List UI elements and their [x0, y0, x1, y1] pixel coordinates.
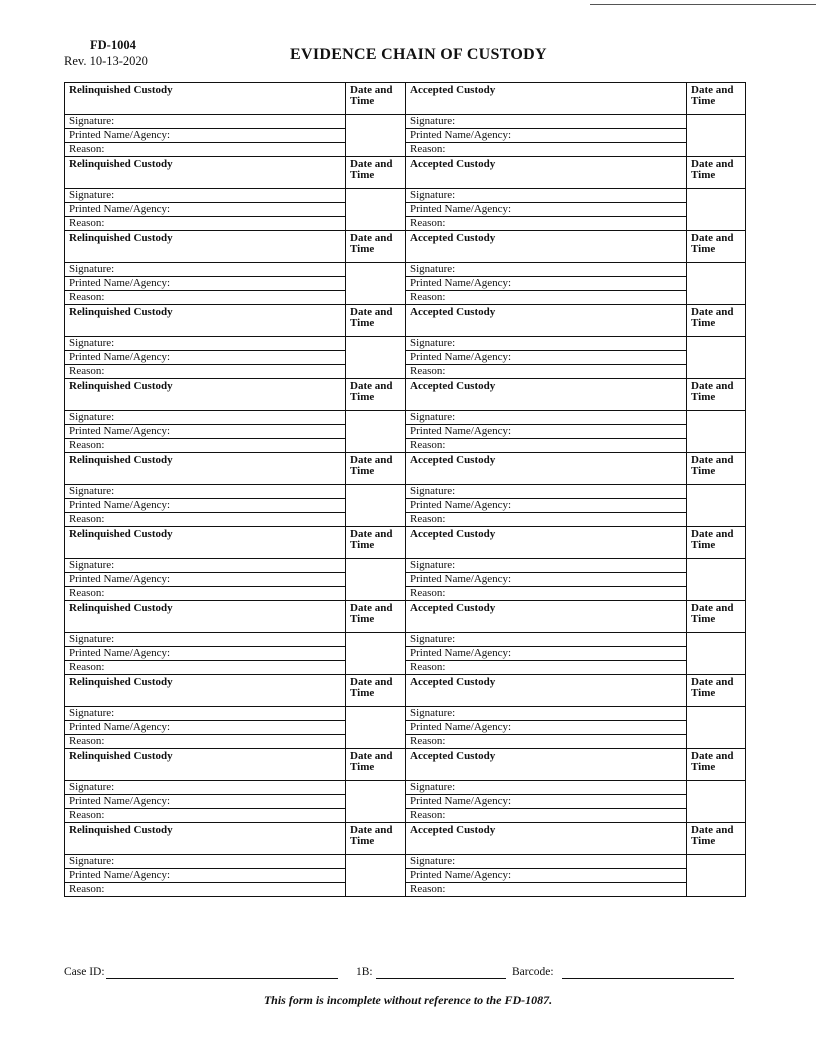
relinquished-custody-heading: Relinquished Custody: [65, 749, 346, 781]
ib-label: 1B:: [356, 966, 373, 978]
accepted-date-time-heading: Date and Time: [687, 823, 746, 855]
accepted-printed-name-agency-field[interactable]: Printed Name/Agency:: [406, 573, 687, 587]
relinquished-signature-field[interactable]: Signature:: [65, 485, 346, 499]
custody-line-row: [65, 365, 746, 379]
custody-line-row: [65, 633, 746, 647]
case-id-field[interactable]: [106, 978, 338, 979]
accepted-date-time-heading: Date and Time: [687, 157, 746, 189]
ib-field[interactable]: [376, 978, 506, 979]
custody-line-row: [65, 203, 746, 217]
custody-line-row: [65, 707, 746, 721]
relinquished-signature-field[interactable]: Signature:: [65, 559, 346, 573]
relinquished-signature-field[interactable]: Signature:: [65, 781, 346, 795]
accepted-date-time-heading: Date and Time: [687, 305, 746, 337]
form-revision: Rev. 10-13-2020: [64, 54, 148, 68]
barcode-label: Barcode:: [512, 966, 554, 978]
accepted-printed-name-agency-field[interactable]: Printed Name/Agency:: [406, 721, 687, 735]
custody-line-row: [65, 855, 746, 869]
accepted-reason-field[interactable]: Reason:: [406, 587, 687, 601]
relinquished-date-time-heading: Date and Time: [346, 231, 406, 263]
custody-line-row: [65, 661, 746, 675]
relinquished-signature-field[interactable]: Signature:: [65, 189, 346, 203]
accepted-date-time-field[interactable]: [687, 559, 746, 601]
relinquished-reason-field[interactable]: Reason:: [65, 439, 346, 453]
relinquished-date-time-heading: Date and Time: [346, 157, 406, 189]
custody-line-row: [65, 143, 746, 157]
custody-line-row: [65, 129, 746, 143]
accepted-date-time-field[interactable]: [687, 855, 746, 897]
form-number: FD-1004: [90, 38, 136, 52]
relinquished-date-time-heading: Date and Time: [346, 83, 406, 115]
relinquished-custody-heading: Relinquished Custody: [65, 453, 346, 485]
accepted-signature-field[interactable]: Signature:: [406, 337, 687, 351]
custody-line-row: [65, 263, 746, 277]
footer-fields: [64, 966, 745, 986]
custody-line-row: [65, 291, 746, 305]
custody-block-header: [65, 157, 746, 189]
relinquished-date-time-field[interactable]: [346, 781, 406, 823]
accepted-custody-heading: Accepted Custody: [406, 453, 687, 485]
custody-line-row: [65, 587, 746, 601]
relinquished-printed-name-agency-field[interactable]: Printed Name/Agency:: [65, 795, 346, 809]
accepted-date-time-heading: Date and Time: [687, 749, 746, 781]
relinquished-custody-heading: Relinquished Custody: [65, 305, 346, 337]
custody-line-row: [65, 439, 746, 453]
accepted-printed-name-agency-field[interactable]: Printed Name/Agency:: [406, 869, 687, 883]
accepted-printed-name-agency-field[interactable]: Printed Name/Agency:: [406, 425, 687, 439]
relinquished-custody-heading: Relinquished Custody: [65, 231, 346, 263]
relinquished-printed-name-agency-field[interactable]: Printed Name/Agency:: [65, 721, 346, 735]
accepted-custody-heading: Accepted Custody: [406, 379, 687, 411]
relinquished-date-time-heading: Date and Time: [346, 601, 406, 633]
top-edge-rule: [590, 4, 816, 5]
relinquished-printed-name-agency-field[interactable]: Printed Name/Agency:: [65, 203, 346, 217]
accepted-date-time-field[interactable]: [687, 411, 746, 453]
accepted-reason-field[interactable]: Reason:: [406, 661, 687, 675]
relinquished-date-time-heading: Date and Time: [346, 823, 406, 855]
accepted-reason-field[interactable]: Reason:: [406, 217, 687, 231]
accepted-signature-field[interactable]: Signature:: [406, 115, 687, 129]
accepted-date-time-field[interactable]: [687, 781, 746, 823]
relinquished-date-time-field[interactable]: [346, 855, 406, 897]
custody-block-header: [65, 305, 746, 337]
custody-line-row: [65, 485, 746, 499]
accepted-custody-heading: Accepted Custody: [406, 83, 687, 115]
relinquished-reason-field[interactable]: Reason:: [65, 661, 346, 675]
relinquished-custody-heading: Relinquished Custody: [65, 527, 346, 559]
relinquished-printed-name-agency-field[interactable]: Printed Name/Agency:: [65, 869, 346, 883]
custody-block-header: [65, 379, 746, 411]
relinquished-reason-field[interactable]: Reason:: [65, 291, 346, 305]
accepted-reason-field[interactable]: Reason:: [406, 365, 687, 379]
accepted-date-time-field[interactable]: [687, 115, 746, 157]
accepted-reason-field[interactable]: Reason:: [406, 291, 687, 305]
relinquished-date-time-field[interactable]: [346, 189, 406, 231]
custody-block-header: [65, 749, 746, 781]
relinquished-custody-heading: Relinquished Custody: [65, 157, 346, 189]
relinquished-printed-name-agency-field[interactable]: Printed Name/Agency:: [65, 351, 346, 365]
relinquished-reason-field[interactable]: Reason:: [65, 735, 346, 749]
accepted-reason-field[interactable]: Reason:: [406, 439, 687, 453]
accepted-custody-heading: Accepted Custody: [406, 823, 687, 855]
accepted-date-time-heading: Date and Time: [687, 527, 746, 559]
accepted-date-time-heading: Date and Time: [687, 379, 746, 411]
accepted-reason-field[interactable]: Reason:: [406, 883, 687, 897]
relinquished-custody-heading: Relinquished Custody: [65, 675, 346, 707]
custody-line-row: [65, 115, 746, 129]
relinquished-signature-field[interactable]: Signature:: [65, 411, 346, 425]
relinquished-date-time-heading: Date and Time: [346, 749, 406, 781]
relinquished-printed-name-agency-field[interactable]: Printed Name/Agency:: [65, 499, 346, 513]
custody-line-row: [65, 809, 746, 823]
accepted-custody-heading: Accepted Custody: [406, 749, 687, 781]
relinquished-reason-field[interactable]: Reason:: [65, 143, 346, 157]
relinquished-reason-field[interactable]: Reason:: [65, 513, 346, 527]
relinquished-printed-name-agency-field[interactable]: Printed Name/Agency:: [65, 647, 346, 661]
custody-line-row: [65, 189, 746, 203]
custody-line-row: [65, 337, 746, 351]
relinquished-date-time-field[interactable]: [346, 559, 406, 601]
relinquished-reason-field[interactable]: Reason:: [65, 587, 346, 601]
accepted-printed-name-agency-field[interactable]: Printed Name/Agency:: [406, 277, 687, 291]
relinquished-signature-field[interactable]: Signature:: [65, 337, 346, 351]
barcode-field[interactable]: [562, 978, 734, 979]
accepted-signature-field[interactable]: Signature:: [406, 189, 687, 203]
accepted-custody-heading: Accepted Custody: [406, 527, 687, 559]
accepted-signature-field[interactable]: Signature:: [406, 781, 687, 795]
custody-line-row: [65, 217, 746, 231]
custody-line-row: [65, 795, 746, 809]
custody-line-row: [65, 735, 746, 749]
form-notice: This form is incomplete without reference to the FD-1087.: [263, 993, 553, 1007]
custody-block-header: [65, 231, 746, 263]
accepted-date-time-field[interactable]: [687, 633, 746, 675]
relinquished-reason-field[interactable]: Reason:: [65, 365, 346, 379]
relinquished-date-time-field[interactable]: [346, 633, 406, 675]
custody-line-row: [65, 351, 746, 365]
custody-line-row: [65, 513, 746, 527]
relinquished-custody-heading: Relinquished Custody: [65, 83, 346, 115]
accepted-custody-heading: Accepted Custody: [406, 305, 687, 337]
accepted-custody-heading: Accepted Custody: [406, 601, 687, 633]
accepted-custody-heading: Accepted Custody: [406, 675, 687, 707]
relinquished-date-time-heading: Date and Time: [346, 305, 406, 337]
accepted-date-time-heading: Date and Time: [687, 83, 746, 115]
accepted-printed-name-agency-field[interactable]: Printed Name/Agency:: [406, 795, 687, 809]
accepted-date-time-heading: Date and Time: [687, 601, 746, 633]
accepted-date-time-field[interactable]: [687, 707, 746, 749]
accepted-signature-field[interactable]: Signature:: [406, 855, 687, 869]
relinquished-date-time-heading: Date and Time: [346, 379, 406, 411]
relinquished-custody-heading: Relinquished Custody: [65, 601, 346, 633]
custody-block-header: [65, 453, 746, 485]
relinquished-date-time-field[interactable]: [346, 707, 406, 749]
accepted-date-time-heading: Date and Time: [687, 675, 746, 707]
accepted-reason-field[interactable]: Reason:: [406, 513, 687, 527]
custody-line-row: [65, 721, 746, 735]
relinquished-date-time-heading: Date and Time: [346, 527, 406, 559]
relinquished-printed-name-agency-field[interactable]: Printed Name/Agency:: [65, 277, 346, 291]
custody-line-row: [65, 559, 746, 573]
custody-line-row: [65, 781, 746, 795]
page-title: EVIDENCE CHAIN OF CUSTODY: [290, 46, 547, 63]
accepted-date-time-heading: Date and Time: [687, 453, 746, 485]
relinquished-date-time-field[interactable]: [346, 411, 406, 453]
custody-block-header: [65, 83, 746, 115]
accepted-date-time-field[interactable]: [687, 485, 746, 527]
relinquished-signature-field[interactable]: Signature:: [65, 115, 346, 129]
custody-line-row: [65, 573, 746, 587]
custody-line-row: [65, 277, 746, 291]
accepted-signature-field[interactable]: Signature:: [406, 263, 687, 277]
relinquished-reason-field[interactable]: Reason:: [65, 883, 346, 897]
relinquished-printed-name-agency-field[interactable]: Printed Name/Agency:: [65, 425, 346, 439]
custody-line-row: [65, 869, 746, 883]
relinquished-date-time-field[interactable]: [346, 263, 406, 305]
accepted-reason-field[interactable]: Reason:: [406, 809, 687, 823]
custody-line-row: [65, 425, 746, 439]
relinquished-signature-field[interactable]: Signature:: [65, 263, 346, 277]
relinquished-custody-heading: Relinquished Custody: [65, 379, 346, 411]
relinquished-custody-heading: Relinquished Custody: [65, 823, 346, 855]
relinquished-date-time-field[interactable]: [346, 485, 406, 527]
custody-line-row: [65, 499, 746, 513]
relinquished-reason-field[interactable]: Reason:: [65, 809, 346, 823]
relinquished-reason-field[interactable]: Reason:: [65, 217, 346, 231]
relinquished-signature-field[interactable]: Signature:: [65, 855, 346, 869]
accepted-signature-field[interactable]: Signature:: [406, 559, 687, 573]
accepted-printed-name-agency-field[interactable]: Printed Name/Agency:: [406, 499, 687, 513]
case-id-label: Case ID:: [64, 966, 105, 978]
custody-table: [64, 82, 746, 897]
custody-block-header: [65, 527, 746, 559]
accepted-signature-field[interactable]: Signature:: [406, 707, 687, 721]
custody-line-row: [65, 647, 746, 661]
relinquished-date-time-field[interactable]: [346, 115, 406, 157]
relinquished-printed-name-agency-field[interactable]: Printed Name/Agency:: [65, 573, 346, 587]
relinquished-signature-field[interactable]: Signature:: [65, 633, 346, 647]
custody-line-row: [65, 411, 746, 425]
accepted-signature-field[interactable]: Signature:: [406, 485, 687, 499]
custody-line-row: [65, 883, 746, 897]
custody-block-header: [65, 823, 746, 855]
accepted-printed-name-agency-field[interactable]: Printed Name/Agency:: [406, 351, 687, 365]
accepted-custody-heading: Accepted Custody: [406, 157, 687, 189]
accepted-signature-field[interactable]: Signature:: [406, 633, 687, 647]
accepted-custody-heading: Accepted Custody: [406, 231, 687, 263]
relinquished-signature-field[interactable]: Signature:: [65, 707, 346, 721]
custody-block-header: [65, 675, 746, 707]
accepted-reason-field[interactable]: Reason:: [406, 143, 687, 157]
accepted-signature-field[interactable]: Signature:: [406, 411, 687, 425]
accepted-reason-field[interactable]: Reason:: [406, 735, 687, 749]
accepted-printed-name-agency-field[interactable]: Printed Name/Agency:: [406, 647, 687, 661]
accepted-date-time-field[interactable]: [687, 189, 746, 231]
relinquished-date-time-heading: Date and Time: [346, 675, 406, 707]
accepted-printed-name-agency-field[interactable]: Printed Name/Agency:: [406, 203, 687, 217]
custody-block-header: [65, 601, 746, 633]
accepted-printed-name-agency-field[interactable]: Printed Name/Agency:: [406, 129, 687, 143]
accepted-date-time-field[interactable]: [687, 263, 746, 305]
relinquished-date-time-field[interactable]: [346, 337, 406, 379]
accepted-date-time-field[interactable]: [687, 337, 746, 379]
relinquished-date-time-heading: Date and Time: [346, 453, 406, 485]
relinquished-printed-name-agency-field[interactable]: Printed Name/Agency:: [65, 129, 346, 143]
accepted-date-time-heading: Date and Time: [687, 231, 746, 263]
